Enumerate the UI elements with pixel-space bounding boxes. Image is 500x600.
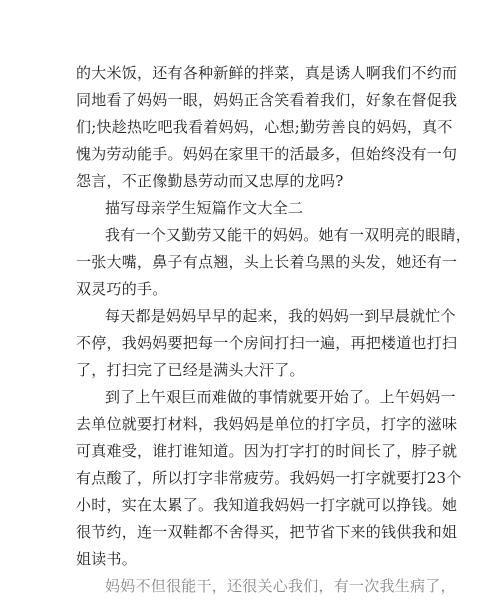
paragraph-first-line: 我有一个又勤劳又能干的妈妈。她有一双明亮的眼睛， (105, 226, 472, 244)
text-line: 可真难受，谁打谁知道。因为打字打的时间长了，脖子就 (76, 442, 458, 460)
text-line: 们;快趁热吃吧我看着妈妈，心想;勤劳善良的妈妈，真不 (76, 118, 453, 136)
partially-visible-line: 妈妈不但很能干，还很关心我们，有一次我生病了， (105, 577, 456, 595)
text-line: 不停，我妈妈要把每一个房间打扫一遍，再把楼道也打扫 (76, 334, 458, 352)
section-heading: 描写母亲学生短篇作文大全二 (105, 199, 304, 217)
text-line: 有点酸了，所以打字非常疲劳。我妈妈一打字就要打23个 (76, 469, 462, 487)
essay-text (76, 60, 472, 595)
text-line: 同地看了妈妈一眼，妈妈正含笑看着我们，好象在督促我 (76, 91, 458, 109)
text-line: 双灵巧的手。 (76, 280, 168, 298)
text-line: 姐读书。 (76, 550, 138, 568)
text-line: 怨言，不正像勤恳劳动而又忠厚的龙吗? (76, 172, 344, 190)
text-line: 很节约，连一双鞋都不舍得买，把节省下来的钱供我和姐 (76, 523, 458, 541)
text-line: 的大米饭，还有各种新鲜的拌菜，真是诱人啊我们不约而 (76, 64, 458, 82)
text-line: 小时，实在太累了。我知道我妈妈一打字就可以挣钱。她 (76, 496, 458, 514)
text-line: 一张大嘴，鼻子有点翘，头上长着乌黑的头发，她还有一 (76, 253, 458, 271)
paragraph-first-line: 每天都是妈妈早早的起来，我的妈妈一到早晨就忙个 (105, 307, 456, 325)
text-line: 去单位就要打材料，我妈妈是单位的打字员，打字的滋味 (76, 415, 458, 433)
paragraph-first-line: 到了上午艰巨而难做的事情就要开始了。上午妈妈一 (105, 388, 456, 406)
text-line: 愧为劳动能手。妈妈在家里干的活最多，但始终没有一句 (76, 145, 458, 163)
text-line: 了，打扫完了已经是满头大汗了。 (76, 361, 305, 379)
